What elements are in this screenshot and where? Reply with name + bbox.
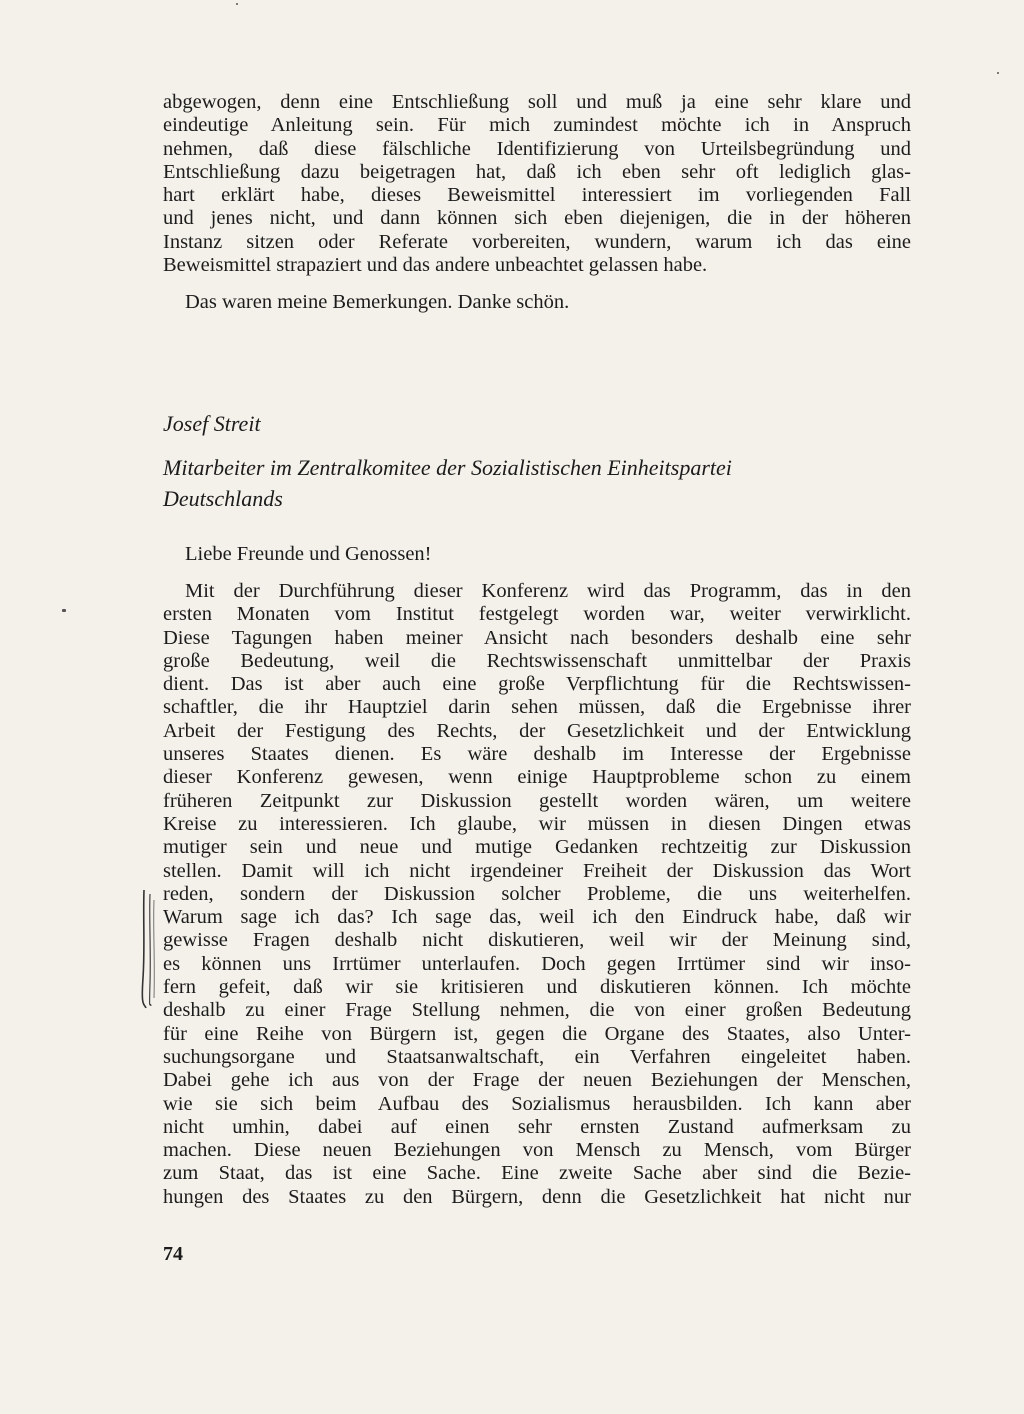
text-line: Entschließung dazu beigetragen hat, daß ich eben sehr oft lediglich glas- [163, 160, 911, 183]
text-line: Mit der Durchführung dieser Konferenz wird das Programm, das in den [185, 580, 911, 602]
text-line: Beweismittel strapaziert und das andere unbeachtet gelassen habe. [163, 254, 708, 277]
scan-speck [997, 72, 999, 74]
text-line: mutiger sein und neue und mutige Gedanken rechtzeitig zur Diskussion [163, 836, 911, 859]
text-line: suchungsorgane und Staatsanwaltschaft, ein Verfahren eingeleitet haben. [163, 1045, 911, 1068]
paragraph-continuation [163, 91, 911, 277]
text-line: unseres Staates dienen. Es wäre deshalb im Interesse der Ergebnisse [163, 743, 911, 766]
speaker-title-line: Mitarbeiter im Zentralkomitee der Sozialistischen Einheitspartei [163, 455, 732, 480]
text-line: für eine Reihe von Bürgern ist, gegen die Organe des Staates, also Unter- [163, 1022, 911, 1045]
text-line: abgewogen, denn eine Entschließung soll und muß ja eine sehr klare und [163, 91, 911, 113]
text-line: gewisse Fragen deshalb nicht diskutieren, weil wir der Meinung sind, [163, 929, 911, 952]
text-line: Kreise zu interessieren. Ich glaube, wir müssen in diesen Dingen etwas [163, 812, 911, 835]
text-line: machen. Diese neuen Beziehungen von Mensch zu Mensch, vom Bürger [163, 1139, 911, 1162]
text-line: ersten Monaten vom Institut festgelegt worden war, weiter verwirklicht. [163, 603, 911, 626]
salutation: Liebe Freunde und Genossen! [185, 543, 432, 565]
speech-paragraph [163, 580, 911, 1209]
margin-annotation-mark [138, 888, 162, 1010]
text-line: stellen. Damit will ich nicht irgendeiner Freiheit der Diskussion das Wort [163, 859, 911, 882]
text-line: wie sie sich beim Aufbau des Sozialismus herausbilden. Ich kann aber [163, 1092, 911, 1115]
text-line: früheren Zeitpunkt zur Diskussion gestellt worden wären, um weitere [163, 789, 911, 812]
text-line: schaftler, die ihr Hauptziel darin sehen müssen, daß die Ergebnisse ihrer [163, 696, 911, 719]
scan-speck [62, 609, 66, 612]
text-line: zum Staat, das ist eine Sache. Eine zweite Sache aber sind die Bezie- [163, 1162, 911, 1185]
text-line: Warum sage ich das? Ich sage das, weil ich den Eindruck habe, daß wir [163, 906, 911, 929]
closing-remark: Das waren meine Bemerkungen. Danke schön. [185, 291, 570, 313]
scan-speck [236, 3, 238, 5]
closing-remark-paragraph [163, 291, 911, 314]
text-line: reden, sondern der Diskussion solcher Probleme, die uns weiterhelfen. [163, 882, 911, 905]
text-line: eindeutige Anleitung sein. Für mich zumindest möchte ich in Anspruch [163, 114, 911, 137]
text-line: und jenes nicht, und dann können sich eben diejenigen, die in der höheren [163, 207, 911, 230]
text-line: deshalb zu einer Frage Stellung nehmen, die von einer großen Bedeutung [163, 999, 911, 1022]
text-line: dieser Konferenz gewesen, wenn einige Hauptprobleme schon zu einem [163, 766, 911, 789]
text-line: Dabei gehe ich aus von der Frage der neuen Beziehungen der Menschen, [163, 1069, 911, 1092]
salutation-paragraph [163, 543, 911, 566]
text-line: hart erklärt habe, dieses Beweismittel interessiert im vorliegenden Fall [163, 184, 911, 207]
text-line: es können uns Irrtümer unterlaufen. Doch gegen Irrtümer sind wir inso- [163, 952, 911, 975]
speaker-name: Josef Streit [163, 411, 261, 436]
text-line: hungen des Staates zu den Bürgern, denn die Gesetzlichkeit hat nicht nur [163, 1185, 911, 1208]
speaker-title-line: Deutschlands [163, 486, 283, 511]
text-line: große Bedeutung, weil die Rechtswissenschaft unmittelbar der Praxis [163, 649, 911, 672]
text-line: nehmen, daß diese fälschliche Identifizierung von Urteilsbegründung und [163, 137, 911, 160]
text-line: Instanz sitzen oder Referate vorbereiten, wundern, warum ich das eine [163, 230, 911, 253]
text-line: nicht umhin, dabei auf einen sehr ernsten Zustand aufmerksam zu [163, 1115, 911, 1138]
page-number: 74 [163, 1243, 183, 1265]
text-line: fern gefeit, daß wir sie kritisieren und diskutieren können. Ich möchte [163, 976, 911, 999]
text-line: Arbeit der Festigung des Rechts, der Gesetzlichkeit und der Entwicklung [163, 719, 911, 742]
text-line: Diese Tagungen haben meiner Ansicht nach besonders deshalb eine sehr [163, 626, 911, 649]
speaker-title [163, 452, 911, 514]
text-line: dient. Das ist aber auch eine große Verpflichtung für die Rechtswissen- [163, 673, 911, 696]
